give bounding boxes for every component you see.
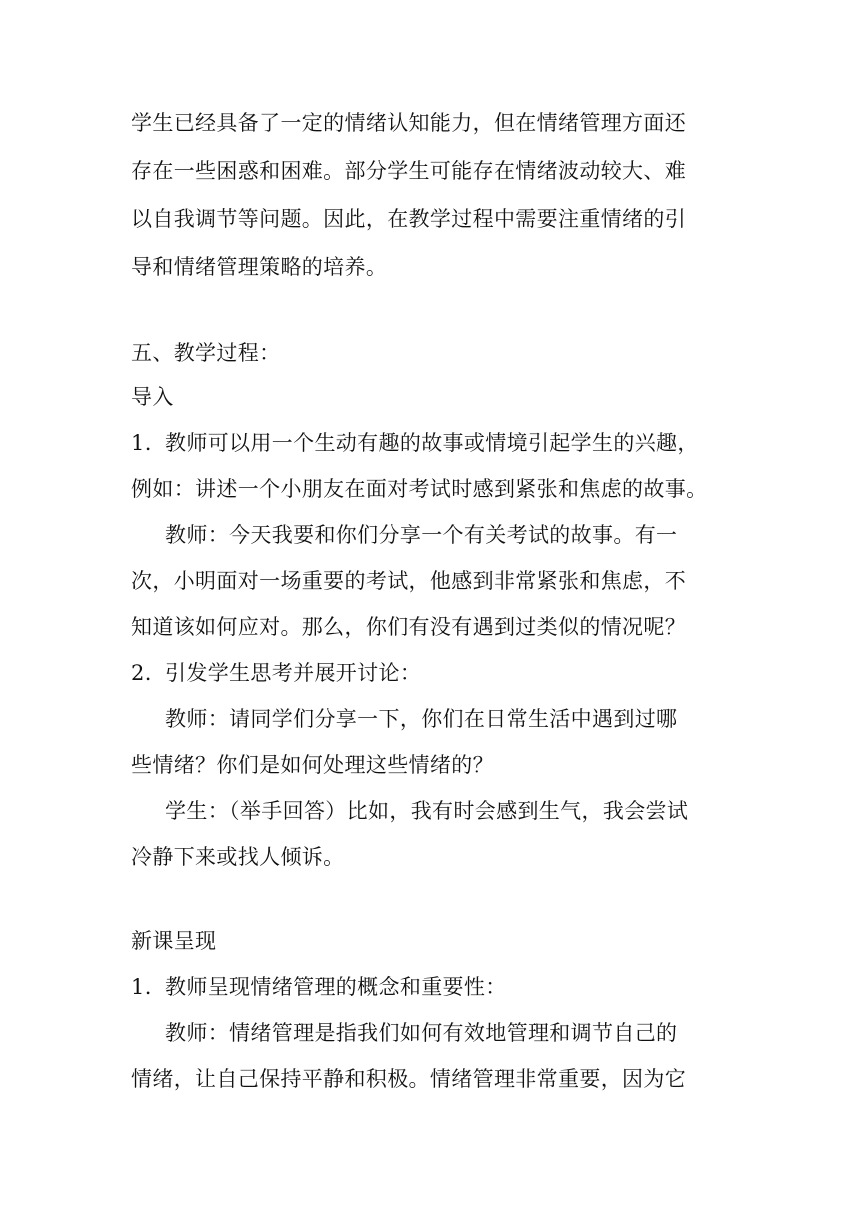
subsection-heading-intro: 导入 bbox=[131, 385, 174, 409]
intro-paragraph-line: 导和情绪管理策略的培养。 bbox=[131, 255, 388, 279]
list-item-number: 1. bbox=[131, 975, 152, 999]
subsection-heading-new-lesson: 新课呈现 bbox=[131, 929, 217, 953]
student-answer-line: 冷静下来或找人倾诉。 bbox=[131, 845, 345, 869]
list-item-1 bbox=[131, 428, 699, 458]
intro-paragraph-line: 存在一些困惑和困难。部分学生可能存在情绪波动较大、难 bbox=[131, 159, 687, 183]
intro-paragraph-line: 学生已经具备了一定的情绪认知能力，但在情绪管理方面还 bbox=[131, 111, 687, 135]
list-item-number: 2. bbox=[131, 661, 152, 685]
list-item-1-continuation: 例如：讲述一个小朋友在面对考试时感到紧张和焦虑的故事。 bbox=[131, 477, 708, 501]
list-item-number: 1. bbox=[131, 431, 152, 455]
teacher-story-line: 教师：今天我要和你们分享一个有关考试的故事。有一 bbox=[165, 523, 678, 547]
teacher-question-line: 教师：请同学们分享一下，你们在日常生活中遇到过哪 bbox=[165, 707, 678, 731]
list-item-3 bbox=[131, 972, 507, 1002]
list-item-text: 引发学生思考并展开讨论： bbox=[165, 661, 422, 685]
list-item-text: 教师呈现情绪管理的概念和重要性： bbox=[165, 975, 507, 999]
teacher-question-line: 些情绪？你们是如何处理这些情绪的？ bbox=[131, 753, 494, 777]
teacher-concept-line: 情绪，让自己保持平静和积极。情绪管理非常重要，因为它 bbox=[131, 1067, 687, 1091]
teacher-story-line: 知道该如何应对。那么，你们有没有遇到过类似的情况呢？ bbox=[131, 615, 687, 639]
section-heading: 五、教学过程： bbox=[131, 341, 281, 365]
list-item-text: 教师可以用一个生动有趣的故事或情境引起学生的兴趣， bbox=[165, 431, 699, 455]
student-answer-line: 学生：（举手回答）比如，我有时会感到生气，我会尝试 bbox=[165, 799, 689, 823]
teacher-concept-line: 教师：情绪管理是指我们如何有效地管理和调节自己的 bbox=[165, 1021, 678, 1045]
list-item-2 bbox=[131, 658, 421, 688]
teacher-story-line: 次，小明面对一场重要的考试，他感到非常紧张和焦虑，不 bbox=[131, 569, 687, 593]
intro-paragraph-line: 以自我调节等问题。因此，在教学过程中需要注重情绪的引 bbox=[131, 207, 687, 231]
